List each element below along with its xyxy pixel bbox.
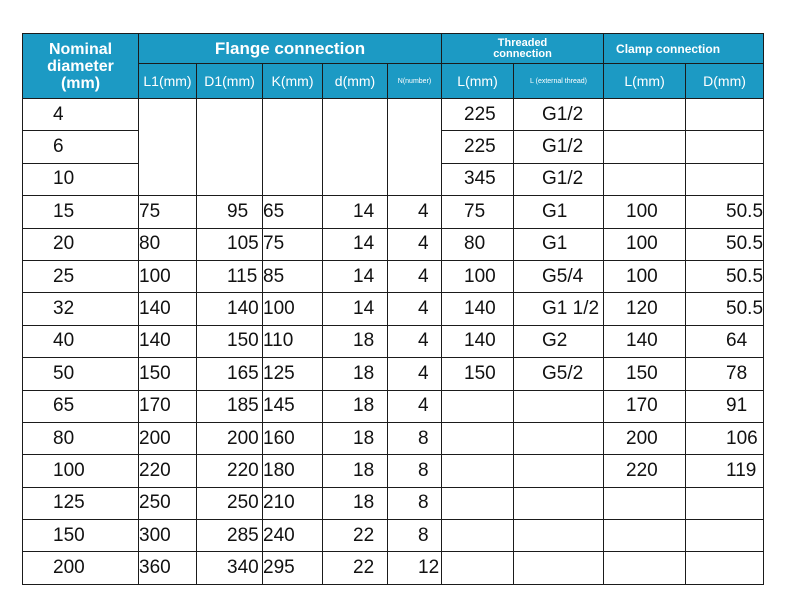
- col-header-k: K(mm): [263, 64, 323, 99]
- cell-d1: 165: [197, 358, 263, 390]
- cell-clamp-d: 64: [686, 325, 764, 357]
- cell-n: 4: [388, 358, 442, 390]
- cell-k: 110: [263, 325, 323, 357]
- cell-d: 18: [323, 487, 388, 519]
- cell-thread-ext: G1/2: [514, 131, 604, 163]
- cell-thread-ext: [514, 520, 604, 552]
- cell-d1: 150: [197, 325, 263, 357]
- cell-l1: 170: [139, 390, 197, 422]
- cell-l1: 140: [139, 325, 197, 357]
- col-header-thread-l: L(mm): [442, 64, 514, 99]
- cell-nominal: 65: [23, 390, 139, 422]
- col-header-clamp-l: L(mm): [604, 64, 686, 99]
- cell-n: 4: [388, 260, 442, 292]
- spec-table: [22, 33, 764, 585]
- table-row: [23, 390, 764, 422]
- cell-k: 85: [263, 260, 323, 292]
- cell-thread-ext: G2: [514, 325, 604, 357]
- nominal-line-3: (mm): [60, 74, 101, 92]
- cell-d1: [197, 99, 263, 196]
- cell-d: 22: [323, 520, 388, 552]
- cell-l1: 360: [139, 552, 197, 584]
- cell-n: [388, 99, 442, 196]
- cell-thread-ext: G1/2: [514, 163, 604, 195]
- table-row: [23, 487, 764, 519]
- cell-thread-ext: [514, 487, 604, 519]
- cell-thread-l: [442, 487, 514, 519]
- cell-k: 145: [263, 390, 323, 422]
- table-row: [23, 358, 764, 390]
- cell-clamp-d: [686, 131, 764, 163]
- cell-clamp-l: 100: [604, 260, 686, 292]
- cell-nominal: 200: [23, 552, 139, 584]
- table-row: [23, 520, 764, 552]
- threaded-line-1: Threaded: [497, 36, 548, 49]
- cell-k: 210: [263, 487, 323, 519]
- cell-d: [323, 99, 388, 196]
- table-row: [23, 196, 764, 228]
- cell-l1: 300: [139, 520, 197, 552]
- cell-clamp-l: [604, 552, 686, 584]
- cell-thread-l: 150: [442, 358, 514, 390]
- cell-clamp-d: [686, 99, 764, 131]
- col-header-clamp-d: D(mm): [686, 64, 764, 99]
- cell-clamp-l: [604, 487, 686, 519]
- cell-k: 180: [263, 455, 323, 487]
- table-row: [23, 422, 764, 454]
- cell-d1: 95: [197, 196, 263, 228]
- cell-d: 18: [323, 325, 388, 357]
- cell-nominal: 40: [23, 325, 139, 357]
- cell-d1: 340: [197, 552, 263, 584]
- cell-clamp-l: 220: [604, 455, 686, 487]
- cell-thread-l: 100: [442, 260, 514, 292]
- cell-l1: 80: [139, 228, 197, 260]
- cell-d1: 220: [197, 455, 263, 487]
- cell-d1: 285: [197, 520, 263, 552]
- cell-clamp-d: [686, 520, 764, 552]
- cell-thread-l: 345: [442, 163, 514, 195]
- nominal-diameter-header: [23, 34, 139, 99]
- cell-nominal: 10: [23, 163, 139, 195]
- cell-clamp-d: 119: [686, 455, 764, 487]
- cell-clamp-d: 50.5: [686, 196, 764, 228]
- cell-clamp-l: 150: [604, 358, 686, 390]
- cell-d: 14: [323, 196, 388, 228]
- cell-thread-ext: G5/4: [514, 260, 604, 292]
- cell-d1: 250: [197, 487, 263, 519]
- cell-clamp-l: 140: [604, 325, 686, 357]
- cell-k: 125: [263, 358, 323, 390]
- cell-clamp-l: [604, 131, 686, 163]
- cell-n: 4: [388, 196, 442, 228]
- table-row: [23, 455, 764, 487]
- cell-clamp-l: 100: [604, 228, 686, 260]
- cell-nominal: 150: [23, 520, 139, 552]
- cell-k: [263, 99, 323, 196]
- cell-clamp-d: [686, 487, 764, 519]
- clamp-connection-header: Clamp connection: [604, 34, 764, 64]
- cell-thread-ext: G1 1/2: [514, 293, 604, 325]
- cell-l1: 100: [139, 260, 197, 292]
- col-header-n: N(number): [388, 64, 442, 99]
- cell-thread-l: [442, 455, 514, 487]
- cell-d1: 185: [197, 390, 263, 422]
- cell-nominal: 20: [23, 228, 139, 260]
- cell-thread-ext: [514, 422, 604, 454]
- cell-nominal: 32: [23, 293, 139, 325]
- cell-nominal: 25: [23, 260, 139, 292]
- col-header-l1: L1(mm): [139, 64, 197, 99]
- cell-l1: 200: [139, 422, 197, 454]
- cell-thread-l: 140: [442, 293, 514, 325]
- cell-thread-ext: G1: [514, 228, 604, 260]
- nominal-line-2: diameter: [47, 57, 114, 75]
- cell-n: 4: [388, 390, 442, 422]
- cell-k: 160: [263, 422, 323, 454]
- table-body: [23, 99, 764, 585]
- cell-d1: 115: [197, 260, 263, 292]
- cell-k: 240: [263, 520, 323, 552]
- table-row: [23, 99, 764, 131]
- cell-clamp-d: [686, 552, 764, 584]
- cell-thread-ext: G1/2: [514, 99, 604, 131]
- cell-n: 8: [388, 422, 442, 454]
- cell-nominal: 6: [23, 131, 139, 163]
- table-row: [23, 293, 764, 325]
- cell-l1: 75: [139, 196, 197, 228]
- cell-thread-l: 140: [442, 325, 514, 357]
- cell-d1: 140: [197, 293, 263, 325]
- cell-l1: 250: [139, 487, 197, 519]
- cell-clamp-d: 50.5: [686, 260, 764, 292]
- cell-n: 8: [388, 487, 442, 519]
- col-header-thread-ext: L (external thread): [514, 64, 604, 99]
- cell-nominal: 80: [23, 422, 139, 454]
- cell-clamp-l: [604, 520, 686, 552]
- cell-n: 8: [388, 520, 442, 552]
- cell-clamp-d: 50.5: [686, 293, 764, 325]
- cell-d: 18: [323, 455, 388, 487]
- cell-l1: 140: [139, 293, 197, 325]
- cell-k: 100: [263, 293, 323, 325]
- cell-l1: 150: [139, 358, 197, 390]
- cell-thread-l: [442, 422, 514, 454]
- cell-thread-ext: [514, 552, 604, 584]
- cell-clamp-l: [604, 99, 686, 131]
- cell-d: 14: [323, 228, 388, 260]
- cell-d1: 105: [197, 228, 263, 260]
- cell-nominal: 4: [23, 99, 139, 131]
- cell-d: 14: [323, 260, 388, 292]
- cell-thread-ext: [514, 455, 604, 487]
- cell-thread-l: 225: [442, 99, 514, 131]
- table-row: [23, 325, 764, 357]
- threaded-connection-header: [442, 34, 604, 64]
- cell-thread-ext: [514, 390, 604, 422]
- cell-k: 75: [263, 228, 323, 260]
- cell-d: 18: [323, 358, 388, 390]
- cell-d1: 200: [197, 422, 263, 454]
- cell-clamp-l: 170: [604, 390, 686, 422]
- cell-d: 18: [323, 390, 388, 422]
- cell-d: 22: [323, 552, 388, 584]
- cell-l1: [139, 99, 197, 196]
- cell-n: 4: [388, 293, 442, 325]
- cell-n: 4: [388, 325, 442, 357]
- cell-nominal: 15: [23, 196, 139, 228]
- cell-clamp-d: 106: [686, 422, 764, 454]
- cell-clamp-d: 78: [686, 358, 764, 390]
- cell-clamp-d: 50.5: [686, 228, 764, 260]
- cell-clamp-l: 120: [604, 293, 686, 325]
- cell-clamp-d: [686, 163, 764, 195]
- cell-d: 18: [323, 422, 388, 454]
- nominal-line-1: Nominal: [48, 40, 113, 58]
- cell-l1: 220: [139, 455, 197, 487]
- flange-connection-header: Flange connection: [139, 34, 442, 64]
- table-header: [23, 34, 764, 99]
- cell-thread-l: [442, 520, 514, 552]
- cell-nominal: 50: [23, 358, 139, 390]
- table-row: [23, 552, 764, 584]
- cell-nominal: 100: [23, 455, 139, 487]
- col-header-d1: D1(mm): [197, 64, 263, 99]
- table-row: [23, 260, 764, 292]
- cell-clamp-l: 200: [604, 422, 686, 454]
- table-row: [23, 228, 764, 260]
- cell-thread-l: [442, 552, 514, 584]
- cell-clamp-l: [604, 163, 686, 195]
- cell-thread-ext: G5/2: [514, 358, 604, 390]
- cell-thread-l: 225: [442, 131, 514, 163]
- cell-n: 12: [388, 552, 442, 584]
- cell-thread-l: [442, 390, 514, 422]
- col-header-d: d(mm): [323, 64, 388, 99]
- cell-k: 295: [263, 552, 323, 584]
- threaded-line-2: connection: [493, 47, 552, 60]
- cell-clamp-l: 100: [604, 196, 686, 228]
- cell-thread-l: 75: [442, 196, 514, 228]
- cell-thread-ext: G1: [514, 196, 604, 228]
- cell-clamp-d: 91: [686, 390, 764, 422]
- cell-n: 8: [388, 455, 442, 487]
- cell-thread-l: 80: [442, 228, 514, 260]
- cell-d: 14: [323, 293, 388, 325]
- cell-nominal: 125: [23, 487, 139, 519]
- cell-k: 65: [263, 196, 323, 228]
- cell-n: 4: [388, 228, 442, 260]
